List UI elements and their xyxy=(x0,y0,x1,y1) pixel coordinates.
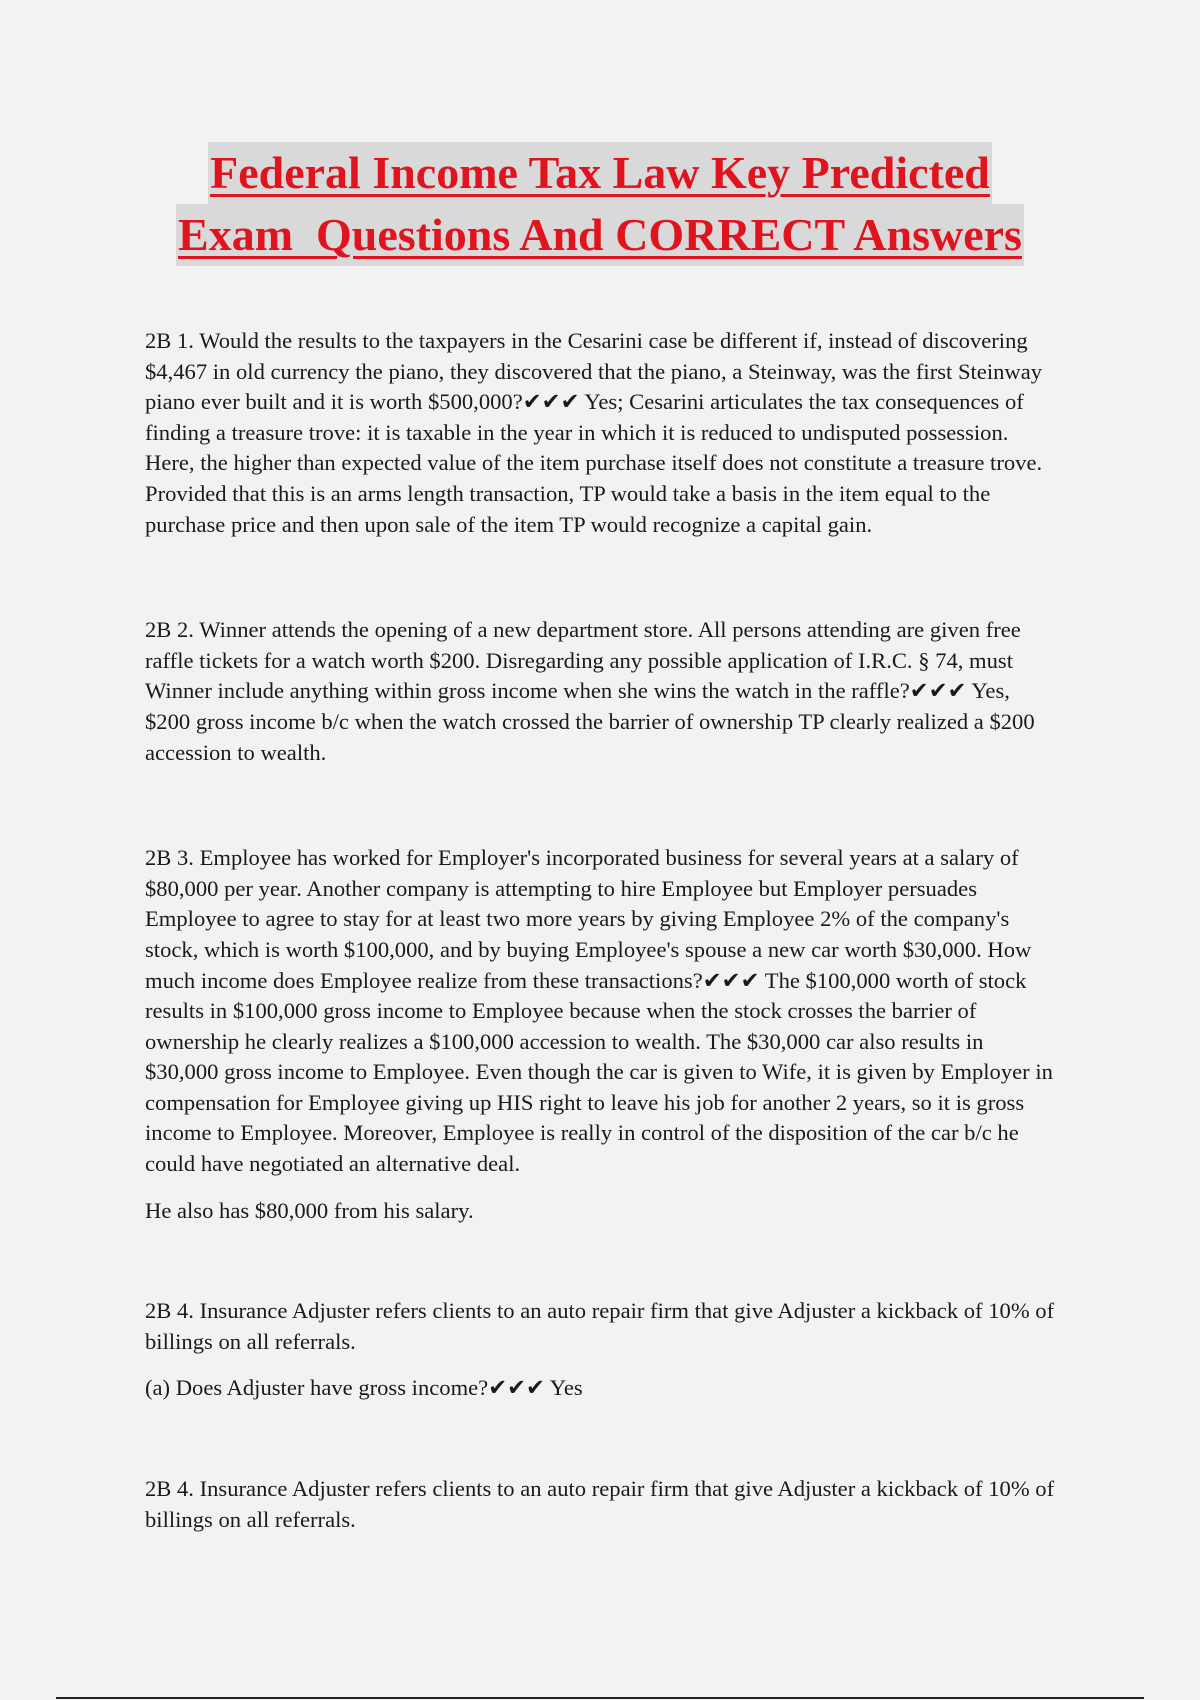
document-title xyxy=(0,142,1200,266)
spacer xyxy=(145,1180,1060,1196)
spacer xyxy=(145,1404,1060,1474)
question-2b2: 2B 2. Winner attends the opening of a new department store. All persons attending are given free raffle tickets for a watch worth $200. Disregarding any possible application of I.R.C. § 74, must Winner include anything within gross income when she wins the watch in the raffle?✔✔✔ Yes, $200 gross income b/c when the watch crossed the barrier of ownership TP clearly realized a $200 accession to wealth. xyxy=(145,617,1035,765)
title-line-2: Exam Questions And CORRECT Answers xyxy=(176,204,1024,266)
spacer xyxy=(145,1357,1060,1373)
spacer xyxy=(145,540,1060,615)
question-2b4-repeat: 2B 4. Insurance Adjuster refers clients to an auto repair firm that give Adjuster a kickback of 10% of billings on all referrals. xyxy=(145,1476,1055,1532)
page-divider xyxy=(56,1697,1144,1699)
spacer xyxy=(145,768,1060,843)
question-2b3: 2B 3. Employee has worked for Employer's incorporated business for several years at a salary of $80,000 per year. Another company is attempting to hire Employee but Employer persuades Employee to agree to stay for at least two more years by giving Employee 2% of the company's stock, which is worth $100,000, and by buying Employee's spouse a new car worth $30,000. How much income does Employee realize from these transactions?✔✔✔ The $100,000 worth of stock results in $100,000 gross income to Employee because when the stock crosses the barrier of ownership he clearly realizes a $100,000 accession to wealth. The $30,000 car also results in $30,000 gross income to Employee. Even though the car is given to Wife, it is given by Employer in compensation for Employee giving up HIS right to leave his job for another 2 years, so it is gross income to Employee. Moreover, Employee is really in control of the disposition of the car b/c he could have negotiated an alternative deal. xyxy=(145,845,1053,1177)
question-2b1: 2B 1. Would the results to the taxpayers in the Cesarini case be different if, instead of discovering $4,467 in old currency the piano, they discovered that the piano, a Steinway, was the first Steinway piano ever built and it is worth $500,000?✔✔✔ Yes; Cesarini articulates the tax consequences of finding a treasure trove: it is taxable in the year in which it is reduced to undisputed possession. Here, the higher than expected value of the item purchase itself does not constitute a treasure trove. Provided that this is an arms length transaction, TP would take a basis in the item equal to the purchase price and then upon sale of the item TP would recognize a capital gain. xyxy=(145,328,1043,537)
question-2b4: 2B 4. Insurance Adjuster refers clients to an auto repair firm that give Adjuster a kickback of 10% of billings on all referrals. xyxy=(145,1298,1055,1354)
title-line-1: Federal Income Tax Law Key Predicted xyxy=(208,142,992,204)
spacer xyxy=(145,1226,1060,1296)
question-2b4-sub-a: (a) Does Adjuster have gross income?✔✔✔ Yes xyxy=(145,1375,583,1401)
question-2b3-extra: He also has $80,000 from his salary. xyxy=(145,1197,474,1223)
document-body xyxy=(145,326,1060,1535)
